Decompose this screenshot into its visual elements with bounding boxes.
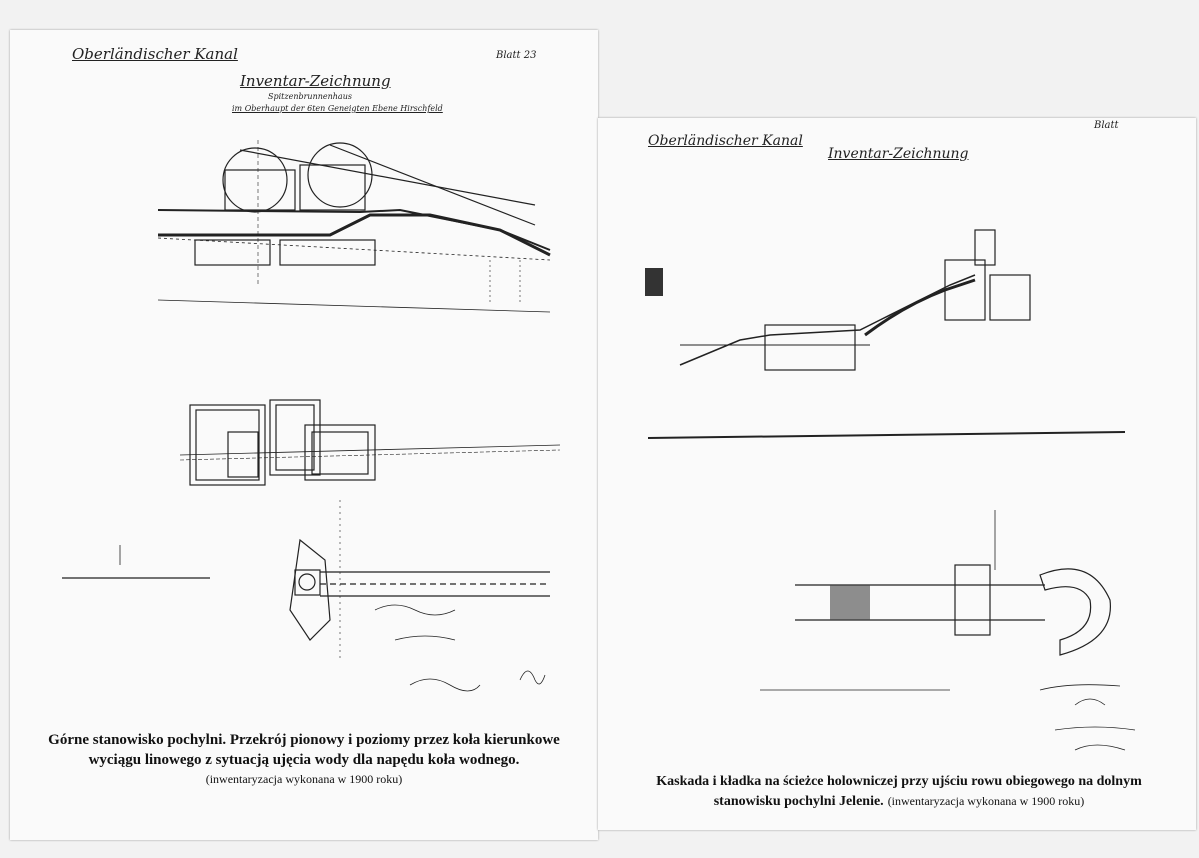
right-caption-line-2: stanowisku pochylni Jelenie.	[713, 794, 884, 809]
left-header-canal: Oberländischer Kanal	[72, 45, 238, 63]
left-channel-plan	[62, 500, 550, 660]
right-caption	[600, 772, 1198, 811]
left-plan-view	[180, 400, 560, 485]
right-cascade-section	[645, 230, 1125, 438]
left-header-sheet-number: Blatt 23	[496, 50, 537, 61]
left-caption-note: (inwentaryzacja wykonana w 1900 roku)	[205, 772, 403, 786]
left-signature-block	[375, 605, 545, 691]
left-subtitle-2: im Oberhaupt der 6ten Geneigten Ebene Hirschfeld	[232, 104, 443, 113]
right-signature-block	[1040, 685, 1135, 750]
right-header-sheet-number: Blatt	[1094, 120, 1119, 131]
left-title: Inventar-Zeichnung	[240, 72, 391, 90]
right-title: Inventar-Zeichnung	[828, 146, 969, 162]
left-caption	[10, 730, 598, 788]
right-caption-line-1: Kaskada i kładka na ścieżce holowniczej przy ujściu rowu obiegowego na dolnym	[656, 774, 1142, 789]
right-header-canal: Oberländischer Kanal	[648, 133, 803, 149]
left-caption-line-2: wyciągu linowego z sytuacją ujęcia wody dla napędu koła wodnego.	[88, 752, 520, 768]
right-cascade-plan	[760, 510, 1110, 690]
left-vertical-section	[158, 140, 550, 312]
left-subtitle-1: Spitzenbrunnenhaus	[268, 92, 352, 101]
right-caption-note: (inwentaryzacja wykonana w 1900 roku)	[887, 794, 1085, 808]
left-caption-line-1: Górne stanowisko pochylni. Przekrój pionowy i poziomy przez koła kierunkowe	[48, 732, 560, 748]
